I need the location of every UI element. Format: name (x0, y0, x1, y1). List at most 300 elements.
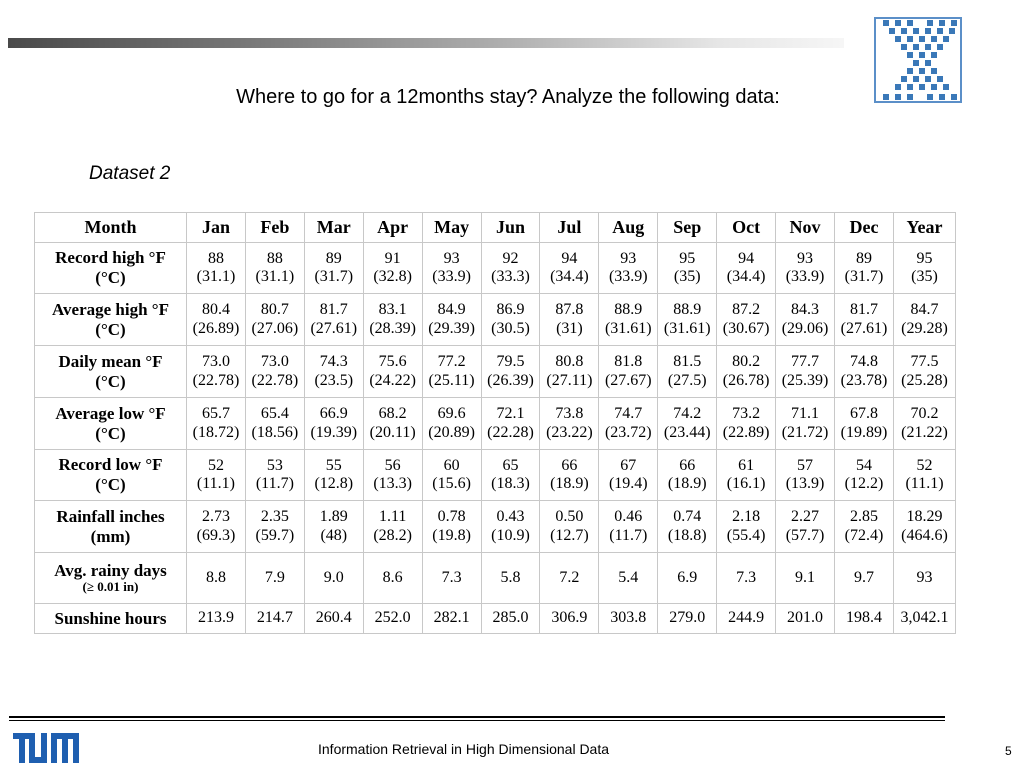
page-number: 5 (1005, 744, 1012, 758)
table-cell (717, 346, 776, 398)
table-cell (658, 553, 717, 604)
table-cell (834, 243, 893, 294)
row-header-unit: (°C) (95, 371, 126, 391)
cell-value: 7.2 (559, 568, 580, 586)
table-cell (834, 501, 893, 553)
cell-value: 84.7 (910, 301, 939, 319)
table-cell (422, 243, 481, 294)
cell-value: 65 (502, 456, 519, 474)
header-gradient-bar (8, 38, 844, 48)
tum-logo-icon (13, 733, 79, 763)
cell-value: 2.85 (849, 508, 878, 526)
footer-course-title: Information Retrieval in High Dimensional Data (318, 741, 610, 757)
cell-value-metric: (20.11) (369, 423, 416, 441)
table-row (35, 501, 956, 553)
table-cell (363, 604, 422, 634)
cell-value: 56 (384, 456, 401, 474)
cell-value: 81.5 (673, 353, 702, 371)
cell-value-metric: (23.44) (663, 423, 711, 441)
cell-value-metric: (35) (673, 268, 701, 285)
table-cell (245, 604, 304, 634)
table-cell (717, 398, 776, 450)
cell-value: 7.3 (736, 568, 757, 586)
table-cell (776, 294, 835, 346)
table-cell (422, 553, 481, 604)
cell-value: 74.7 (614, 405, 643, 423)
table-row (35, 553, 956, 604)
table-cell (187, 604, 246, 634)
table-row (35, 604, 956, 634)
cell-value: 70.2 (910, 405, 939, 423)
cell-value: 84.3 (791, 301, 820, 319)
row-header-label: Daily mean °F (58, 351, 163, 371)
cell-value: 73.0 (201, 353, 230, 371)
cell-value: 67 (620, 456, 637, 474)
slide-title: Where to go for a 12months stay? Analyze the following data: (236, 86, 780, 108)
table-cell (599, 346, 658, 398)
cell-value: 65.4 (260, 405, 289, 423)
table-cell (717, 243, 776, 294)
table-cell (245, 346, 304, 398)
col-header: Jun (481, 213, 540, 243)
cell-value-metric: (35) (911, 268, 938, 285)
cell-value-metric: (23.5) (314, 371, 354, 389)
cell-value: 1.11 (378, 508, 407, 526)
table-cell (481, 346, 540, 398)
cell-value: 89 (325, 249, 342, 267)
table-cell (540, 501, 599, 553)
table-cell (363, 398, 422, 450)
cell-value-metric: (24.22) (369, 371, 416, 389)
col-header: Dec (834, 213, 893, 243)
table-cell (717, 450, 776, 501)
table-cell (304, 294, 363, 346)
table-row (35, 346, 956, 398)
cell-value: 0.46 (614, 508, 643, 526)
row-header (35, 398, 187, 450)
cell-value-metric: (30.67) (722, 319, 770, 337)
table-cell (481, 450, 540, 501)
table-cell (304, 450, 363, 501)
cell-value: 18.29 (906, 508, 943, 526)
table-cell (245, 501, 304, 553)
cell-value: 87.8 (555, 301, 584, 319)
table-cell (776, 450, 835, 501)
cell-value: 7.9 (264, 568, 285, 586)
table-cell (658, 604, 717, 634)
table-cell (894, 450, 956, 501)
row-header-unit: (mm) (90, 526, 131, 546)
cell-value: 55 (325, 456, 342, 474)
cell-value-metric: (34.4) (550, 268, 589, 285)
col-header: Feb (245, 213, 304, 243)
cell-value-metric: (26.78) (722, 371, 770, 389)
cell-value-metric: (31.1) (196, 268, 236, 285)
table-cell (894, 398, 956, 450)
cell-value-metric: (13.3) (373, 475, 412, 492)
cell-value: 74.8 (849, 353, 878, 371)
cell-value: 86.9 (496, 301, 525, 319)
table-cell (540, 553, 599, 604)
table-cell (187, 243, 246, 294)
table-cell (245, 398, 304, 450)
table-cell (245, 450, 304, 501)
cell-value-metric: (29.39) (428, 319, 475, 337)
cell-value-metric: (31.61) (604, 319, 652, 337)
cell-value-metric: (18.9) (550, 475, 589, 492)
table-cell (658, 294, 717, 346)
cell-value-metric: (12.2) (844, 475, 884, 492)
table-cell (187, 346, 246, 398)
col-header: Oct (717, 213, 776, 243)
cell-value-metric: (22.78) (192, 371, 240, 389)
cell-value: 9.1 (795, 568, 816, 586)
row-header-unit: (°C) (95, 268, 126, 287)
table-cell (834, 346, 893, 398)
table-cell (481, 553, 540, 604)
table-cell (481, 604, 540, 634)
cell-value: 0.50 (555, 508, 584, 526)
cell-value-metric: (26.89) (192, 319, 240, 337)
cell-value: 260.4 (315, 609, 352, 627)
dataset-label: Dataset 2 (89, 163, 171, 184)
row-header-label: Record high °F (55, 248, 166, 268)
row-header-unit: (≥ 0.01 in) (82, 579, 139, 595)
table-cell (304, 398, 363, 450)
cell-value-metric: (11.1) (905, 475, 944, 492)
cell-value: 214.7 (256, 609, 293, 627)
cell-value: 83.1 (378, 301, 407, 319)
table-cell (894, 346, 956, 398)
cell-value: 80.7 (260, 301, 289, 319)
table-cell (304, 553, 363, 604)
cell-value: 73.8 (555, 405, 584, 423)
cell-value-metric: (27.5) (667, 371, 707, 389)
cell-value: 80.4 (201, 301, 230, 319)
table-cell (540, 243, 599, 294)
cell-value-metric: (55.4) (726, 526, 766, 544)
row-header-label: Avg. rainy days (54, 560, 167, 580)
cell-value: 61 (738, 456, 755, 474)
cell-value: 244.9 (728, 609, 765, 627)
footer-divider (9, 716, 945, 721)
table-cell (481, 243, 540, 294)
cell-value-metric: (27.61) (310, 319, 358, 337)
table-cell (540, 346, 599, 398)
cell-value-metric: (29.06) (781, 319, 829, 337)
table-cell (834, 553, 893, 604)
cell-value-metric: (57.7) (785, 526, 825, 544)
cell-value: 74.3 (319, 353, 348, 371)
cell-value-metric: (31.7) (844, 268, 884, 285)
cell-value-metric: (33.9) (608, 268, 648, 285)
col-header: Sep (658, 213, 717, 243)
cell-value-metric: (15.6) (432, 475, 471, 492)
cell-value: 89 (855, 249, 872, 267)
cell-value: 93 (620, 249, 637, 267)
cell-value: 68.2 (378, 405, 407, 423)
cell-value: 79.5 (496, 353, 525, 371)
table-cell (363, 450, 422, 501)
cell-value: 2.27 (791, 508, 820, 526)
cell-value-metric: (22.28) (487, 423, 534, 441)
cell-value-metric: (29.28) (901, 319, 948, 337)
cell-value-metric: (25.11) (428, 371, 475, 389)
table-cell (540, 398, 599, 450)
cell-value-metric: (30.5) (491, 319, 530, 337)
cell-value: 69.6 (437, 405, 466, 423)
climate-data-table (34, 212, 956, 634)
row-header (35, 450, 187, 501)
cell-value-metric: (19.39) (310, 423, 358, 441)
cell-value: 52 (916, 456, 933, 474)
cell-value-metric: (31) (556, 319, 583, 337)
cell-value: 65.7 (201, 405, 230, 423)
cell-value-metric: (10.9) (491, 526, 530, 544)
table-cell (658, 450, 717, 501)
cell-value: 9.7 (853, 568, 874, 586)
table-cell (717, 553, 776, 604)
table-cell (776, 243, 835, 294)
row-header (35, 294, 187, 346)
cell-value: 5.8 (500, 568, 521, 586)
cell-value: 213.9 (197, 609, 234, 627)
table-cell (894, 243, 956, 294)
cell-value-metric: (27.11) (546, 371, 593, 389)
cell-value: 95 (916, 249, 933, 267)
cell-value: 67.8 (849, 405, 878, 423)
cell-value: 201.0 (787, 609, 824, 627)
cell-value: 95 (679, 249, 696, 267)
cell-value: 71.1 (791, 405, 820, 423)
cell-value: 0.74 (673, 508, 702, 526)
cell-value: 6.9 (677, 568, 698, 586)
cell-value: 81.8 (614, 353, 643, 371)
cell-value: 285.0 (492, 609, 529, 627)
table-cell (187, 501, 246, 553)
table-cell (834, 450, 893, 501)
cell-value: 93 (797, 249, 814, 267)
table-cell (304, 501, 363, 553)
cell-value-metric: (26.39) (487, 371, 534, 389)
cell-value: 88.9 (673, 301, 702, 319)
cell-value: 80.8 (555, 353, 584, 371)
cell-value: 93 (443, 249, 460, 267)
table-cell (540, 294, 599, 346)
col-header: Jul (540, 213, 599, 243)
cell-value: 2.18 (732, 508, 761, 526)
cell-value: 66 (561, 456, 578, 474)
cell-value-metric: (72.4) (844, 526, 884, 544)
cell-value-metric: (34.4) (726, 268, 766, 285)
table-cell (599, 243, 658, 294)
cell-value: 282.1 (433, 609, 470, 627)
row-header-label: Sunshine hours (54, 608, 167, 628)
table-cell (658, 243, 717, 294)
row-header (35, 604, 187, 634)
cell-value-metric: (33.9) (785, 268, 825, 285)
cell-value: 8.6 (382, 568, 403, 586)
table-cell (834, 604, 893, 634)
table-cell (540, 450, 599, 501)
col-header-year: Year (894, 213, 956, 243)
table-cell (540, 604, 599, 634)
table-cell (363, 553, 422, 604)
row-header-unit: (°C) (95, 423, 126, 443)
cell-value-metric: (21.22) (901, 423, 948, 441)
cell-value-metric: (59.7) (255, 526, 295, 544)
cell-value: 2.35 (260, 508, 289, 526)
cell-value: 0.43 (496, 508, 525, 526)
row-header (35, 243, 187, 294)
table-cell (776, 346, 835, 398)
row-header (35, 501, 187, 553)
cell-value: 84.9 (437, 301, 466, 319)
cell-value: 73.2 (732, 405, 761, 423)
cell-value-metric: (13.9) (785, 475, 825, 492)
table-cell (599, 501, 658, 553)
cell-value: 73.0 (260, 353, 289, 371)
cell-value: 66 (679, 456, 696, 474)
row-header (35, 346, 187, 398)
cell-value: 77.2 (437, 353, 466, 371)
col-header: Apr (363, 213, 422, 243)
col-header: May (422, 213, 481, 243)
cell-value-metric: (18.3) (491, 475, 530, 492)
table-cell (717, 501, 776, 553)
row-header-unit: (°C) (95, 319, 126, 339)
cell-value-metric: (11.7) (609, 526, 648, 544)
cell-value-metric: (25.39) (781, 371, 829, 389)
cell-value: 5.4 (618, 568, 639, 586)
table-cell (481, 398, 540, 450)
cell-value: 92 (502, 249, 519, 267)
table-cell (245, 553, 304, 604)
table-cell (422, 398, 481, 450)
cell-value-metric: (27.67) (604, 371, 652, 389)
table-cell (894, 501, 956, 553)
table-cell (363, 501, 422, 553)
cell-value: 57 (797, 456, 814, 474)
table-cell (658, 398, 717, 450)
cell-value-metric: (19.89) (840, 423, 888, 441)
cell-value-metric: (18.72) (192, 423, 240, 441)
table-row (35, 450, 956, 501)
table-cell (834, 294, 893, 346)
table-cell (658, 501, 717, 553)
cell-value-metric: (32.8) (373, 268, 412, 285)
cell-value-metric: (31.7) (314, 268, 354, 285)
cell-value-metric: (16.1) (726, 475, 766, 492)
cell-value: 9.0 (323, 568, 344, 586)
cell-value-metric: (12.8) (314, 475, 354, 492)
cell-value: 93 (916, 568, 933, 586)
table-cell (245, 243, 304, 294)
cell-value-metric: (33.3) (491, 268, 530, 285)
cell-value-metric: (11.7) (255, 475, 294, 492)
cell-value: 252.0 (374, 609, 411, 627)
table-cell (894, 294, 956, 346)
table-cell (481, 294, 540, 346)
cell-value-metric: (11.1) (196, 475, 235, 492)
table-cell (304, 604, 363, 634)
cell-value-metric: (23.22) (546, 423, 593, 441)
table-cell (187, 553, 246, 604)
row-header-unit: (°C) (95, 475, 126, 494)
table-cell (894, 553, 956, 604)
climate-table-container (34, 212, 956, 634)
table-cell (363, 243, 422, 294)
cell-value: 1.89 (319, 508, 348, 526)
cell-value-metric: (23.72) (604, 423, 652, 441)
cell-value: 87.2 (732, 301, 761, 319)
cell-value: 306.9 (551, 609, 588, 627)
table-cell (658, 346, 717, 398)
cell-value-metric: (28.2) (373, 526, 412, 544)
cell-value: 74.2 (673, 405, 702, 423)
cell-value: 53 (266, 456, 283, 474)
cell-value: 77.5 (910, 353, 939, 371)
table-cell (776, 501, 835, 553)
table-cell (245, 294, 304, 346)
cell-value: 279.0 (669, 609, 706, 627)
row-header-label: Average high °F (52, 299, 169, 319)
table-cell (599, 398, 658, 450)
table-cell (363, 346, 422, 398)
table-cell (599, 604, 658, 634)
col-header: Nov (776, 213, 835, 243)
cell-value: 54 (855, 456, 872, 474)
cell-value-metric: (25.28) (901, 371, 948, 389)
cell-value: 2.73 (201, 508, 230, 526)
cell-value-metric: (48) (320, 526, 348, 544)
table-cell (187, 294, 246, 346)
table-row (35, 398, 956, 450)
table-cell (481, 501, 540, 553)
table-cell (422, 346, 481, 398)
table-row (35, 243, 956, 294)
table-cell (776, 398, 835, 450)
cell-value: 75.6 (378, 353, 407, 371)
table-cell (717, 604, 776, 634)
table-cell (422, 501, 481, 553)
col-header-month: Month (35, 213, 187, 243)
cell-value: 8.8 (205, 568, 226, 586)
cell-value: 88 (266, 249, 283, 267)
table-cell (187, 450, 246, 501)
cell-value: 303.8 (610, 609, 647, 627)
cell-value-metric: (19.8) (432, 526, 471, 544)
cell-value: 60 (443, 456, 460, 474)
cell-value-metric: (12.7) (550, 526, 589, 544)
cell-value: 72.1 (496, 405, 525, 423)
table-cell (894, 604, 956, 634)
row-header-label: Rainfall inches (56, 506, 165, 526)
cell-value: 198.4 (845, 609, 882, 627)
table-header-row (35, 213, 956, 243)
cell-value-metric: (19.4) (608, 475, 648, 492)
table-cell (422, 450, 481, 501)
cell-value-metric: (23.78) (840, 371, 888, 389)
cell-value-metric: (21.72) (781, 423, 829, 441)
table-row (35, 294, 956, 346)
table-cell (776, 604, 835, 634)
row-header-label: Average low °F (55, 403, 166, 423)
cell-value-metric: (20.89) (428, 423, 475, 441)
col-header: Aug (599, 213, 658, 243)
cell-value: 81.7 (849, 301, 878, 319)
cell-value: 7.3 (441, 568, 462, 586)
